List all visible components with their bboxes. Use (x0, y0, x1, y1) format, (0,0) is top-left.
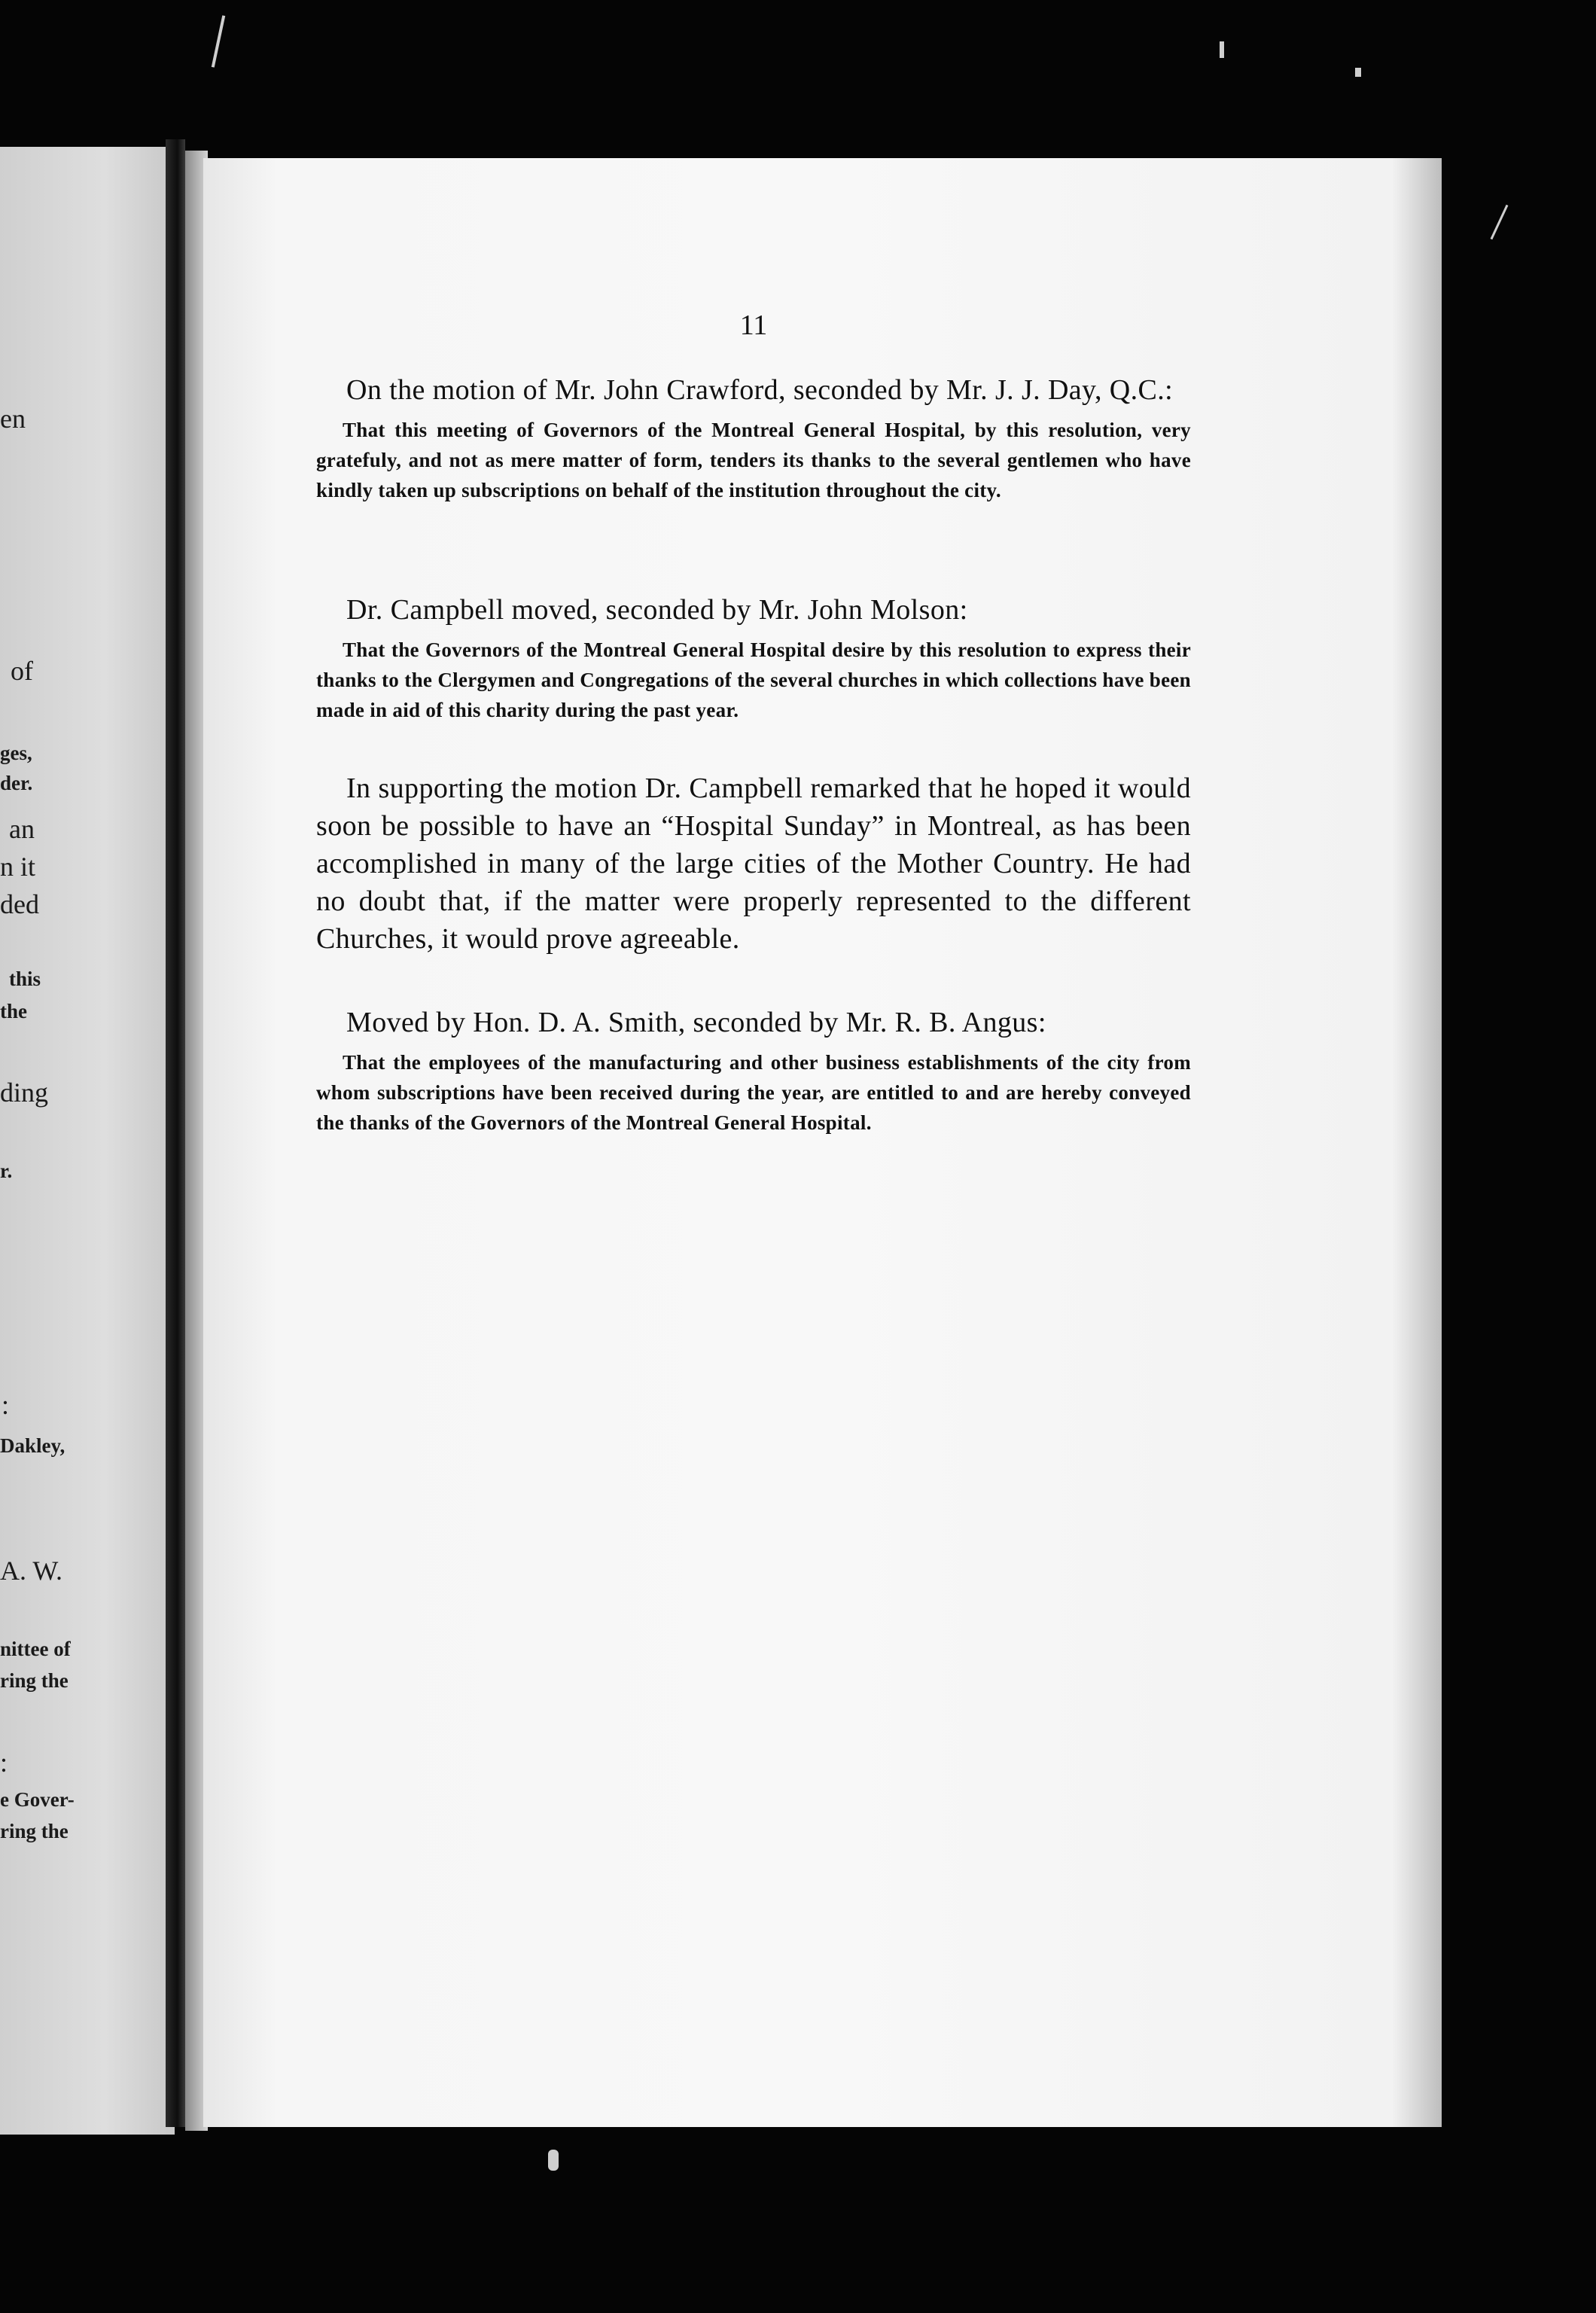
dust-speck (212, 15, 225, 67)
campbell-remarks-section (316, 769, 1191, 958)
resolution-text: That the employees of the manufacturing and other business establishments of the city from whom subscriptions have been received during the year, are entitled to and are hereby conveyed the thanks of the Governors of the Montreal General Hospital. (316, 1051, 1191, 1134)
left-fragment: : (0, 1748, 8, 1778)
left-fragment: the (0, 1000, 27, 1022)
left-fragment: this (9, 968, 41, 990)
motion-section-3 (316, 1004, 1191, 1138)
dust-speck (1491, 205, 1509, 240)
motion-text: Moved by Hon. D. A. Smith, seconded by Mr. R. B. Angus: (346, 1007, 1046, 1038)
motion-text: Dr. Campbell moved, seconded by Mr. John Molson: (346, 594, 968, 626)
left-fragment: en (0, 404, 26, 434)
resolution-text: That this meeting of Governors of the Montreal General Hospital, by this resolution, very gratefuly, and not as mere matter of form, tenders its thanks to the several gentlemen who have kindly taken up subscriptions on behalf of the institution throughout the city. (316, 419, 1191, 501)
left-fragment: r. (0, 1160, 13, 1182)
left-fragment: nittee of (0, 1638, 71, 1660)
left-fragment: ring the (0, 1820, 69, 1842)
left-fragment: A. W. (0, 1556, 63, 1586)
left-fragment: ded (0, 889, 39, 919)
left-fragment: n it (0, 852, 36, 882)
dust-speck (1355, 68, 1361, 77)
motion-section-2 (316, 591, 1191, 725)
motion-section-1 (316, 371, 1191, 505)
left-fragment: e Gover- (0, 1788, 75, 1811)
dust-speck (1220, 41, 1224, 58)
left-fragment: an (9, 814, 35, 844)
left-fragment: der. (0, 772, 33, 794)
left-fragment: ges, (0, 742, 32, 764)
book-spine (166, 139, 185, 2127)
left-fragment: : (2, 1390, 10, 1420)
page-number: 11 (739, 309, 768, 341)
resolution-text: That the Governors of the Montreal General Hospital desire by this resolution to express their thanks to the Clergymen and Congregations of the several churches in which collections have been made in aid of this charity during the past year. (316, 638, 1191, 721)
motion-text: On the motion of Mr. John Crawford, seconded by Mr. J. J. Day, Q.C.: (346, 374, 1174, 406)
dust-speck (548, 2150, 559, 2171)
left-fragment: ding (0, 1077, 49, 1108)
left-fragment: of (11, 656, 33, 686)
left-fragment: Dakley, (0, 1434, 65, 1457)
remarks-paragraph: In supporting the motion Dr. Campbell remarked that he hoped it would soon be possible to have an “Hospital Sunday” in Montreal, as has been accomplished in many of the large cities of the Mother Country. He had no doubt that, if the matter were properly represented to the different Churches, it would prove agreeable. (316, 773, 1191, 955)
left-fragment: ring the (0, 1669, 69, 1692)
